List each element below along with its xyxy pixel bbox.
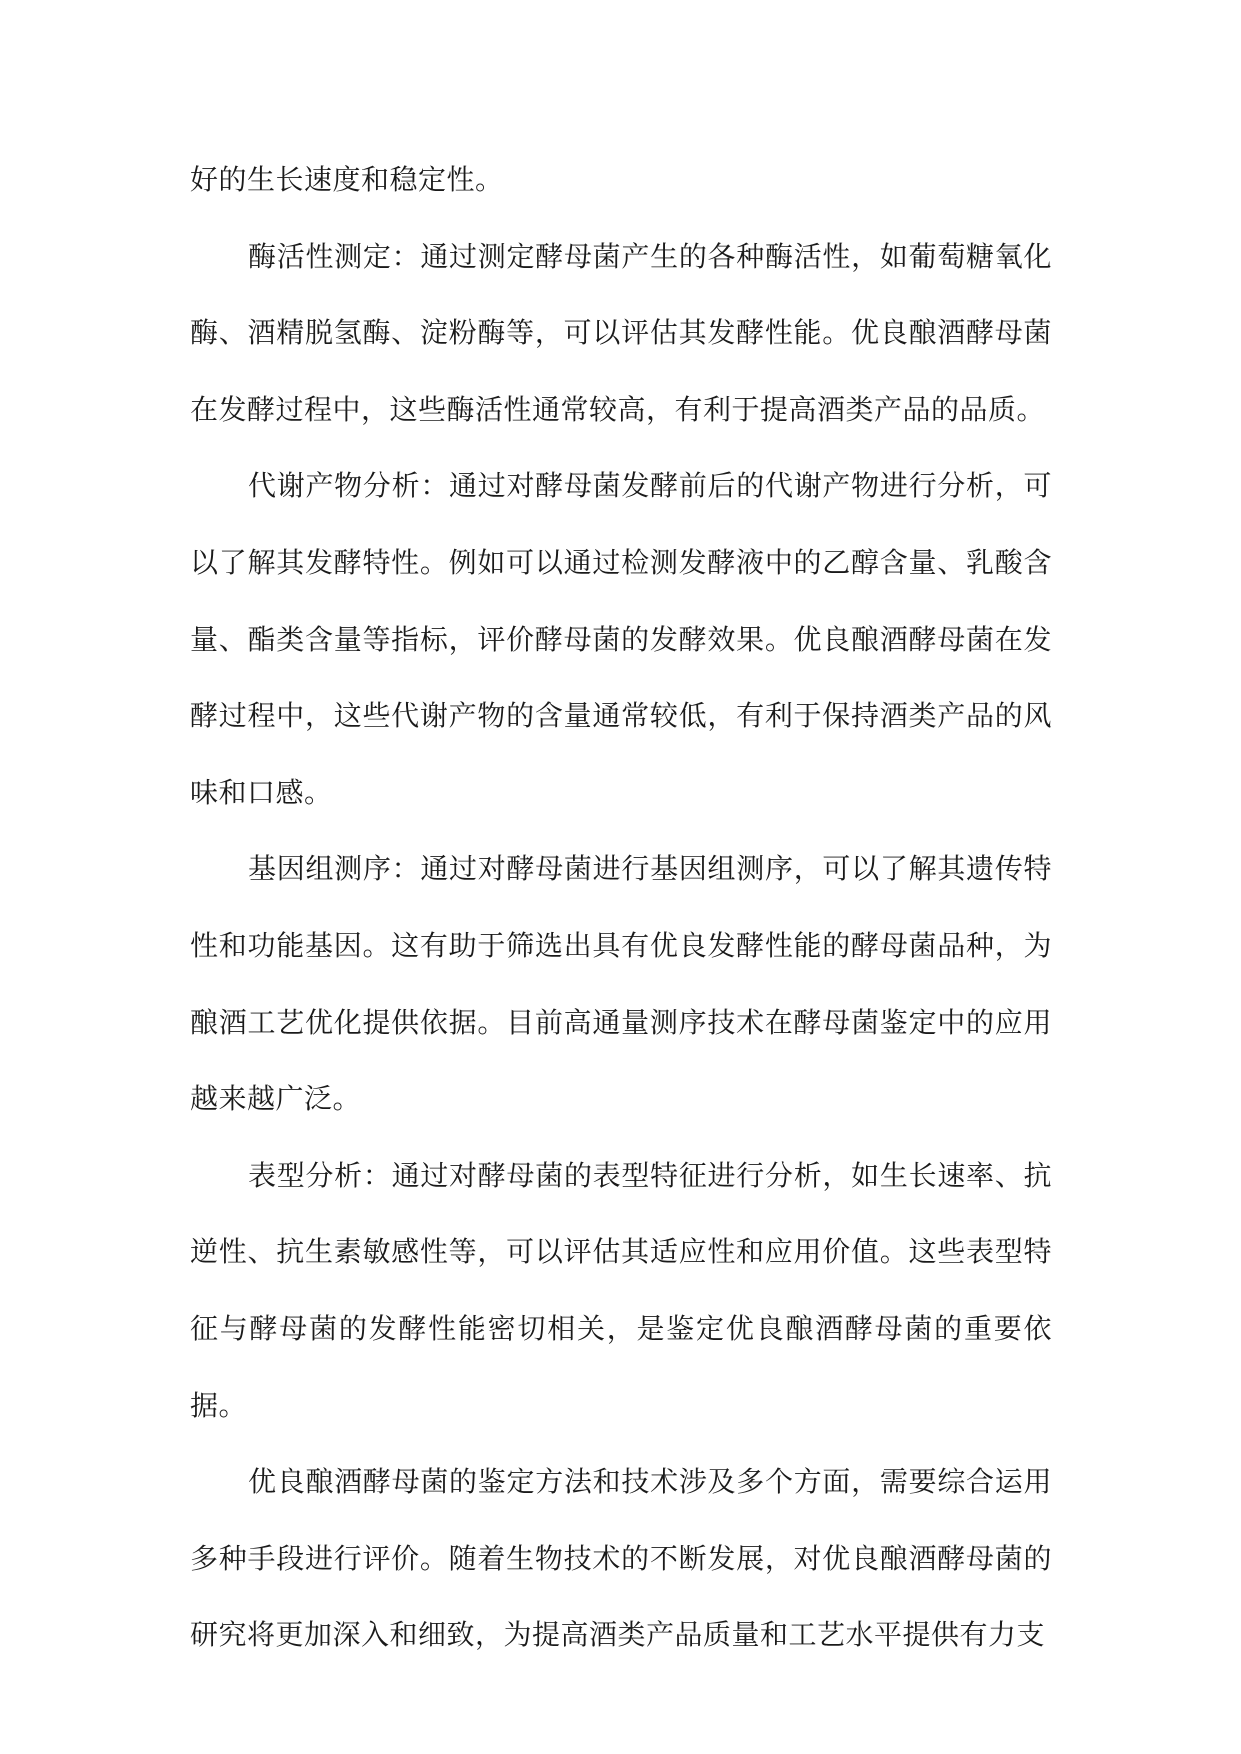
paragraph-4: 基因组测序：通过对酵母菌进行基因组测序，可以了解其遗传特性和功能基因。这有助于筛选出具有优良发酵性能的酵母菌品种，为酿酒工艺优化提供依据。目前高通量测序技术在酵母菌鉴定中的应用越来越广泛。 — [190, 852, 1052, 1116]
paragraph-1: 好的生长速度和稳定性。 — [190, 163, 504, 196]
document-body — [190, 142, 1052, 1674]
paragraph-3: 代谢产物分析：通过对酵母菌发酵前后的代谢产物进行分析，可以了解其发酵特性。例如可以通过检测发酵液中的乙醇含量、乳酸含量、酯类含量等指标，评价酵母菌的发酵效果。优良酿酒酵母菌在发酵过程中，这些代谢产物的含量通常较低，有利于保持酒类产品的风味和口感。 — [190, 469, 1052, 809]
paragraph-6: 优良酿酒酵母菌的鉴定方法和技术涉及多个方面，需要综合运用多种手段进行评价。随着生物技术的不断发展，对优良酿酒酵母菌的研究将更加深入和细致，为提高酒类产品质量和工艺水平提供有力支 — [190, 1465, 1052, 1652]
paragraph-2: 酶活性测定：通过测定酵母菌产生的各种酶活性，如葡萄糖氧化酶、酒精脱氢酶、淀粉酶等，可以评估其发酵性能。优良酿酒酵母菌在发酵过程中，这些酶活性通常较高，有利于提高酒类产品的品质。 — [190, 239, 1052, 426]
paragraph-5: 表型分析：通过对酵母菌的表型特征进行分析，如生长速率、抗逆性、抗生素敏感性等，可以评估其适应性和应用价值。这些表型特征与酵母菌的发酵性能密切相关，是鉴定优良酿酒酵母菌的重要依据。 — [190, 1158, 1052, 1422]
